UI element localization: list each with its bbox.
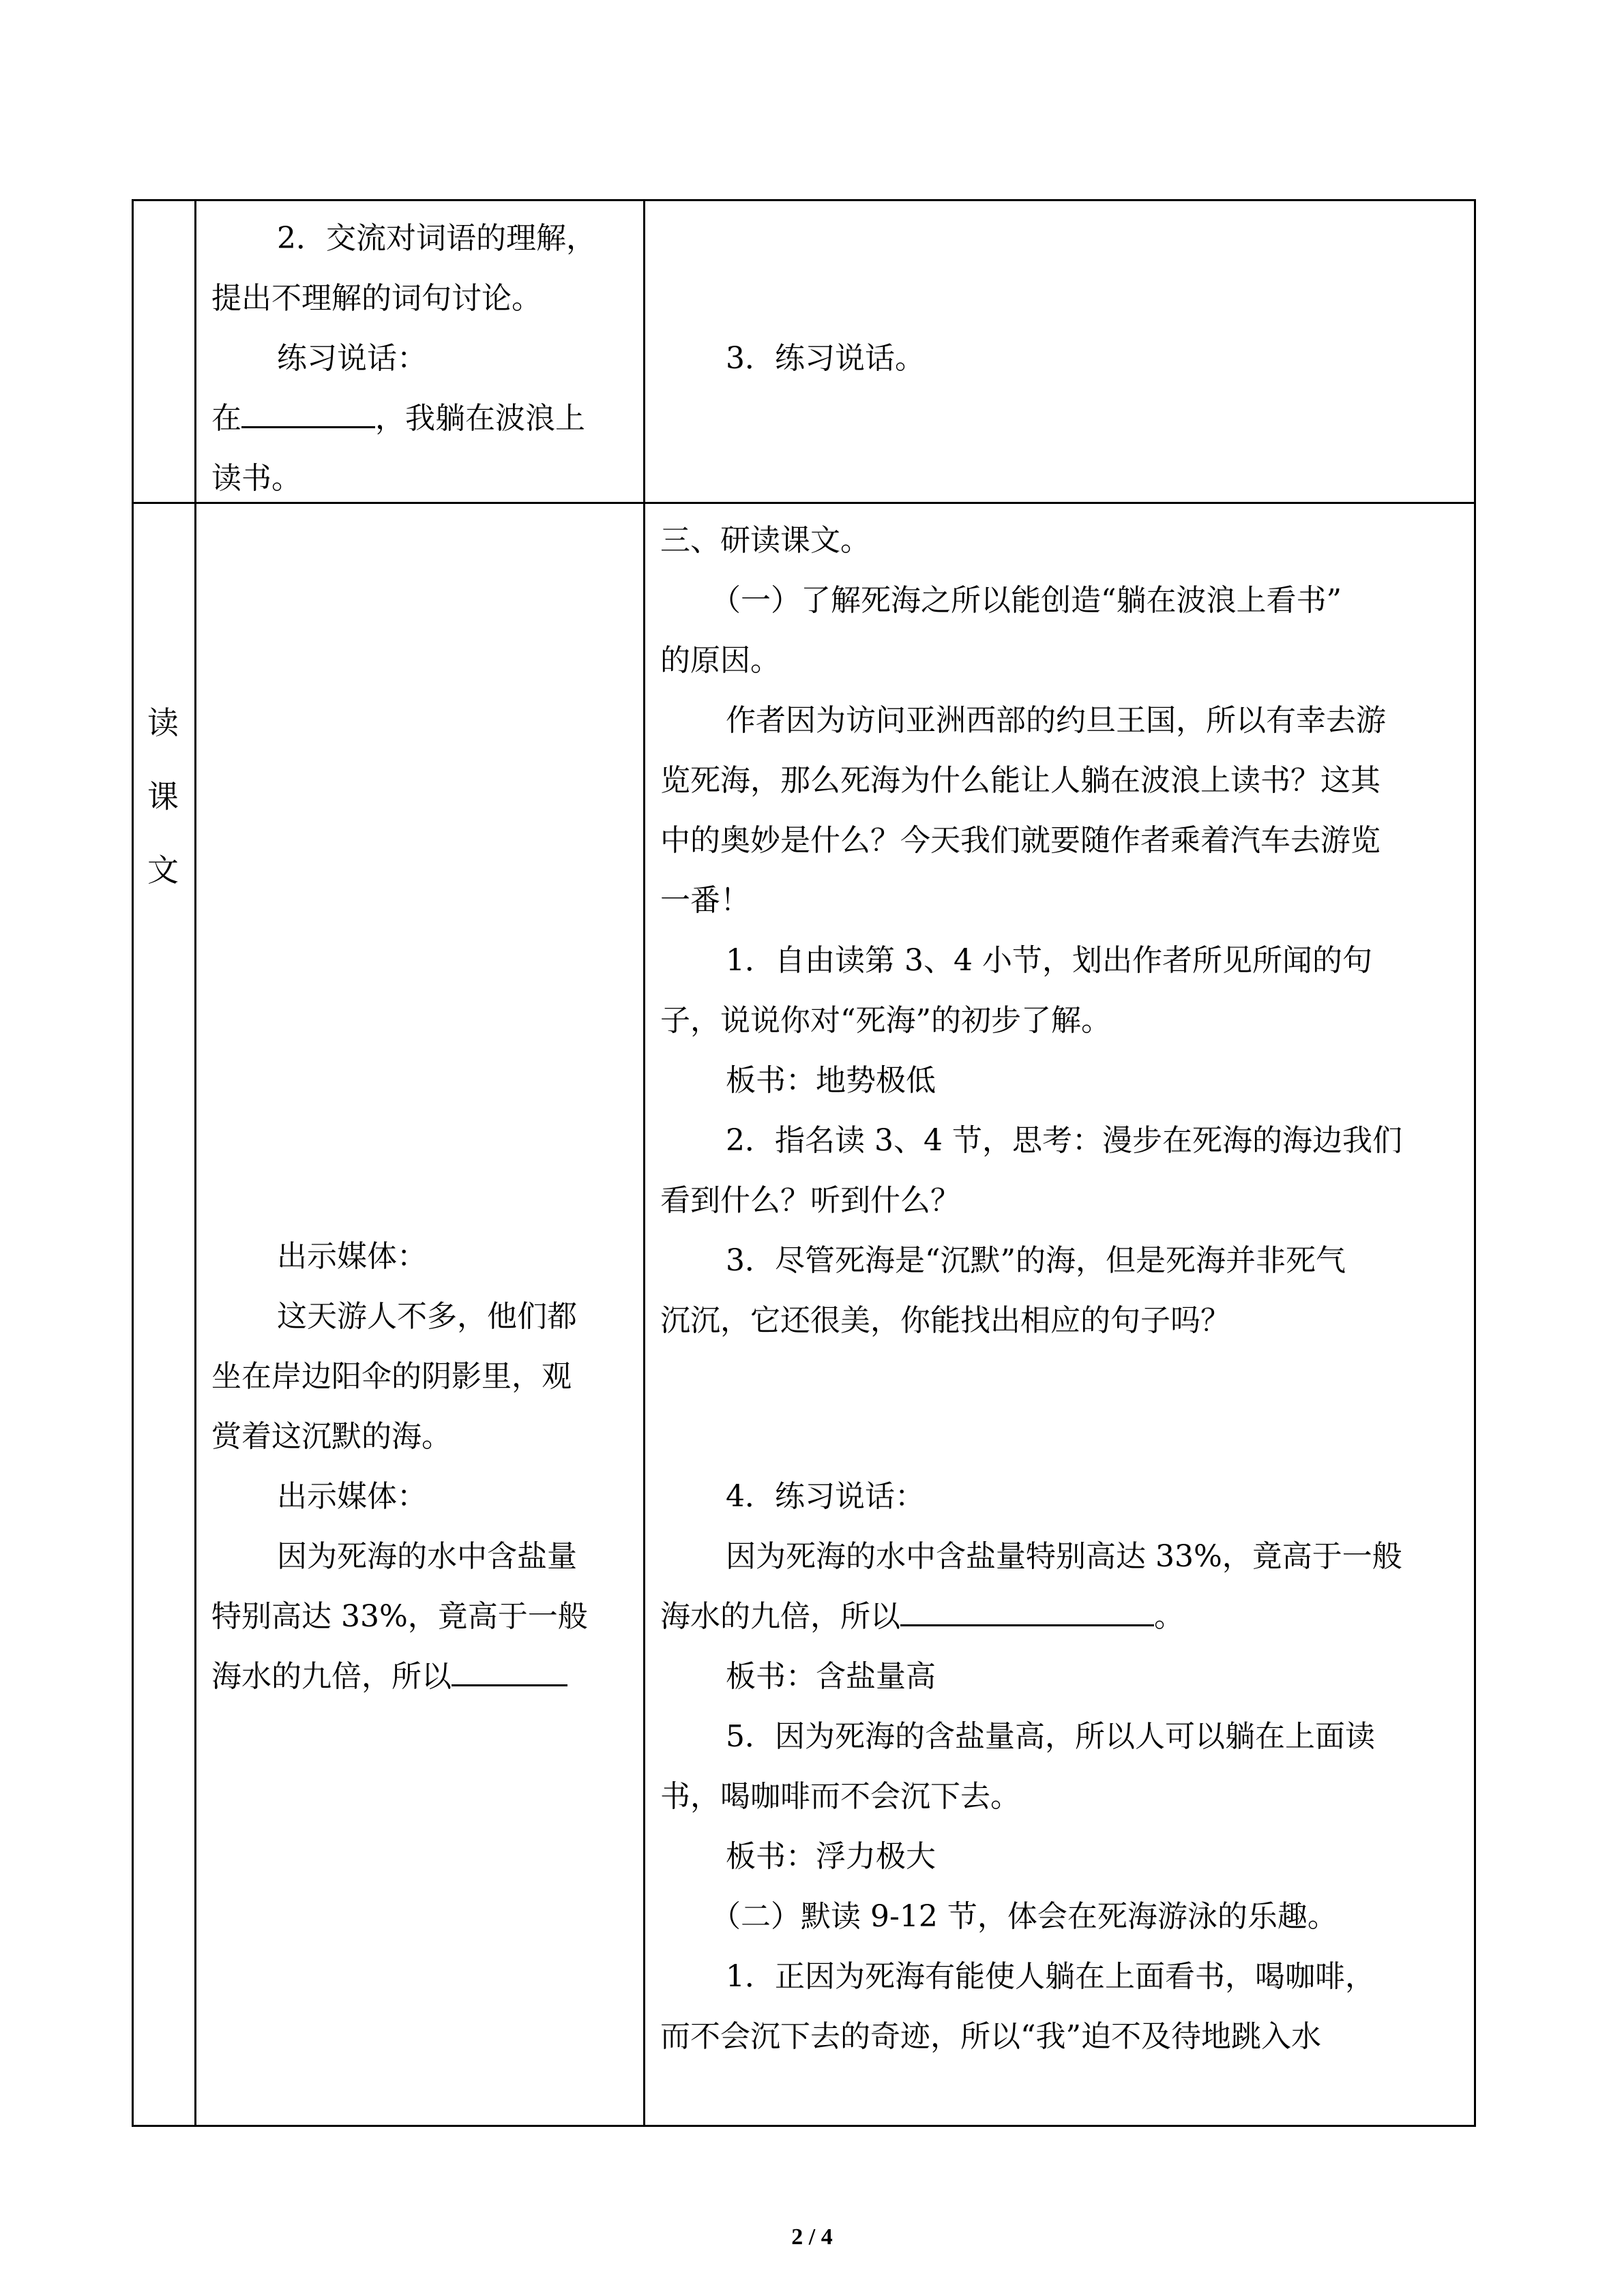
- row2-left-line-1: 出示媒体：: [277, 1239, 427, 1274]
- row2-right-line-8: 1．自由读第 3、4 小节，划出作者所见所闻的句: [726, 943, 1372, 978]
- row2-label-cell: [132, 686, 194, 918]
- row1-left-line-5: 读书。: [211, 461, 301, 496]
- row2-left-line-7: 特别高达 33%，竟高于一般: [211, 1599, 588, 1634]
- table-col-divider-1: [194, 199, 196, 2127]
- fill-blank: [900, 1597, 1154, 1626]
- row2-right-line-20: 书，喝咖啡而不会沉下去。: [660, 1779, 1020, 1814]
- row2-right-line-21: 板书：浮力极大: [726, 1839, 936, 1874]
- page-number: 2 / 4: [791, 2224, 833, 2250]
- row1-left-line-1: 2．交流对词语的理解，: [277, 221, 596, 256]
- row2-right-line-5: 览死海，那么死海为什么能让人躺在波浪上读书？这其: [660, 763, 1381, 798]
- row2-left-line-6: 因为死海的水中含盐量: [277, 1539, 577, 1574]
- table-col-divider-2: [643, 199, 645, 2127]
- row2-right-line-15: 4．练习说话：: [726, 1479, 925, 1514]
- section-label-char-1: 读: [147, 704, 179, 741]
- section-label-char-2: 课: [147, 778, 179, 815]
- row2-right-line-22: （二）默读 9-12 节，体会在死海游泳的乐趣。: [711, 1899, 1338, 1934]
- row1-left-line-3: 练习说话：: [277, 341, 427, 376]
- row2-right-line-12: 看到什么？听到什么？: [660, 1183, 960, 1218]
- fill-suffix: ，我躺在波浪上: [375, 401, 585, 436]
- row2-left-line-3: 坐在岸边阳伞的阴影里，观: [211, 1359, 572, 1394]
- row1-left-cell: [211, 203, 641, 503]
- row2-right-line-7: 一番！: [660, 883, 750, 918]
- section-label-char-3: 文: [147, 852, 179, 889]
- row2-left-line-2: 这天游人不多，他们都: [277, 1299, 577, 1334]
- row2-right-line-16: 因为死海的水中含盐量特别高达 33%，竟高于一般: [726, 1539, 1402, 1574]
- fill-prefix: 海水的九倍，所以: [660, 1599, 900, 1634]
- row2-right-line-9: 子，说说你对“死海”的初步了解。: [660, 1003, 1111, 1038]
- row2-right-line-19: 5．因为死海的含盐量高，所以人可以躺在上面读: [726, 1719, 1375, 1754]
- row2-left-cell: [211, 1221, 641, 1766]
- row2-right-line-13: 3．尽管死海是“沉默”的海，但是死海并非死气: [726, 1243, 1346, 1278]
- row1-right-cell: [660, 203, 1472, 503]
- row1-left-line-2: 提出不理解的词句讨论。: [211, 281, 542, 316]
- row2-right-line-14: 沉沉，它还很美，你能找出相应的句子吗？: [660, 1303, 1230, 1338]
- table-border-bottom: [132, 2125, 1476, 2127]
- row2-right-cell: [660, 505, 1472, 2125]
- table-border-left: [132, 199, 134, 2127]
- row2-right-line-18: 板书：含盐量高: [726, 1659, 936, 1694]
- fill-prefix: 海水的九倍，所以: [211, 1659, 452, 1694]
- fill-blank: [241, 399, 375, 428]
- row1-right-line-1: 3．练习说话。: [726, 341, 925, 376]
- row2-right-line-23: 1．正因为死海有能使人躺在上面看书，喝咖啡，: [726, 1959, 1375, 1994]
- fill-prefix: 在: [211, 401, 241, 436]
- fill-suffix: 。: [1154, 1599, 1184, 1634]
- row2-right-line-6: 中的奥妙是什么？今天我们就要随作者乘着汽车去游览: [660, 823, 1381, 858]
- row2-right-line-3: 的原因。: [660, 643, 780, 678]
- row2-right-line-24: 而不会沉下去的奇迹，所以“我”迫不及待地跳入水: [660, 2019, 1321, 2054]
- row2-right-line-1: 三、研读课文。: [660, 523, 870, 558]
- row2-right-line-11: 2．指名读 3、4 节，思考：漫步在死海的海边我们: [726, 1123, 1402, 1158]
- table-border-right: [1474, 199, 1476, 2127]
- row2-right-line-2: （一）了解死海之所以能创造“躺在波浪上看书”: [711, 583, 1342, 618]
- row2-right-line-4: 作者因为访问亚洲西部的约旦王国，所以有幸去游: [726, 703, 1386, 738]
- row2-left-line-5: 出示媒体：: [277, 1479, 427, 1514]
- row2-left-line-4: 赏着这沉默的海。: [211, 1419, 452, 1454]
- table-border-top: [132, 199, 1476, 201]
- fill-blank: [452, 1657, 567, 1686]
- row2-left-line-8: [211, 1641, 567, 1712]
- row2-right-line-10: 板书：地势极低: [726, 1063, 936, 1098]
